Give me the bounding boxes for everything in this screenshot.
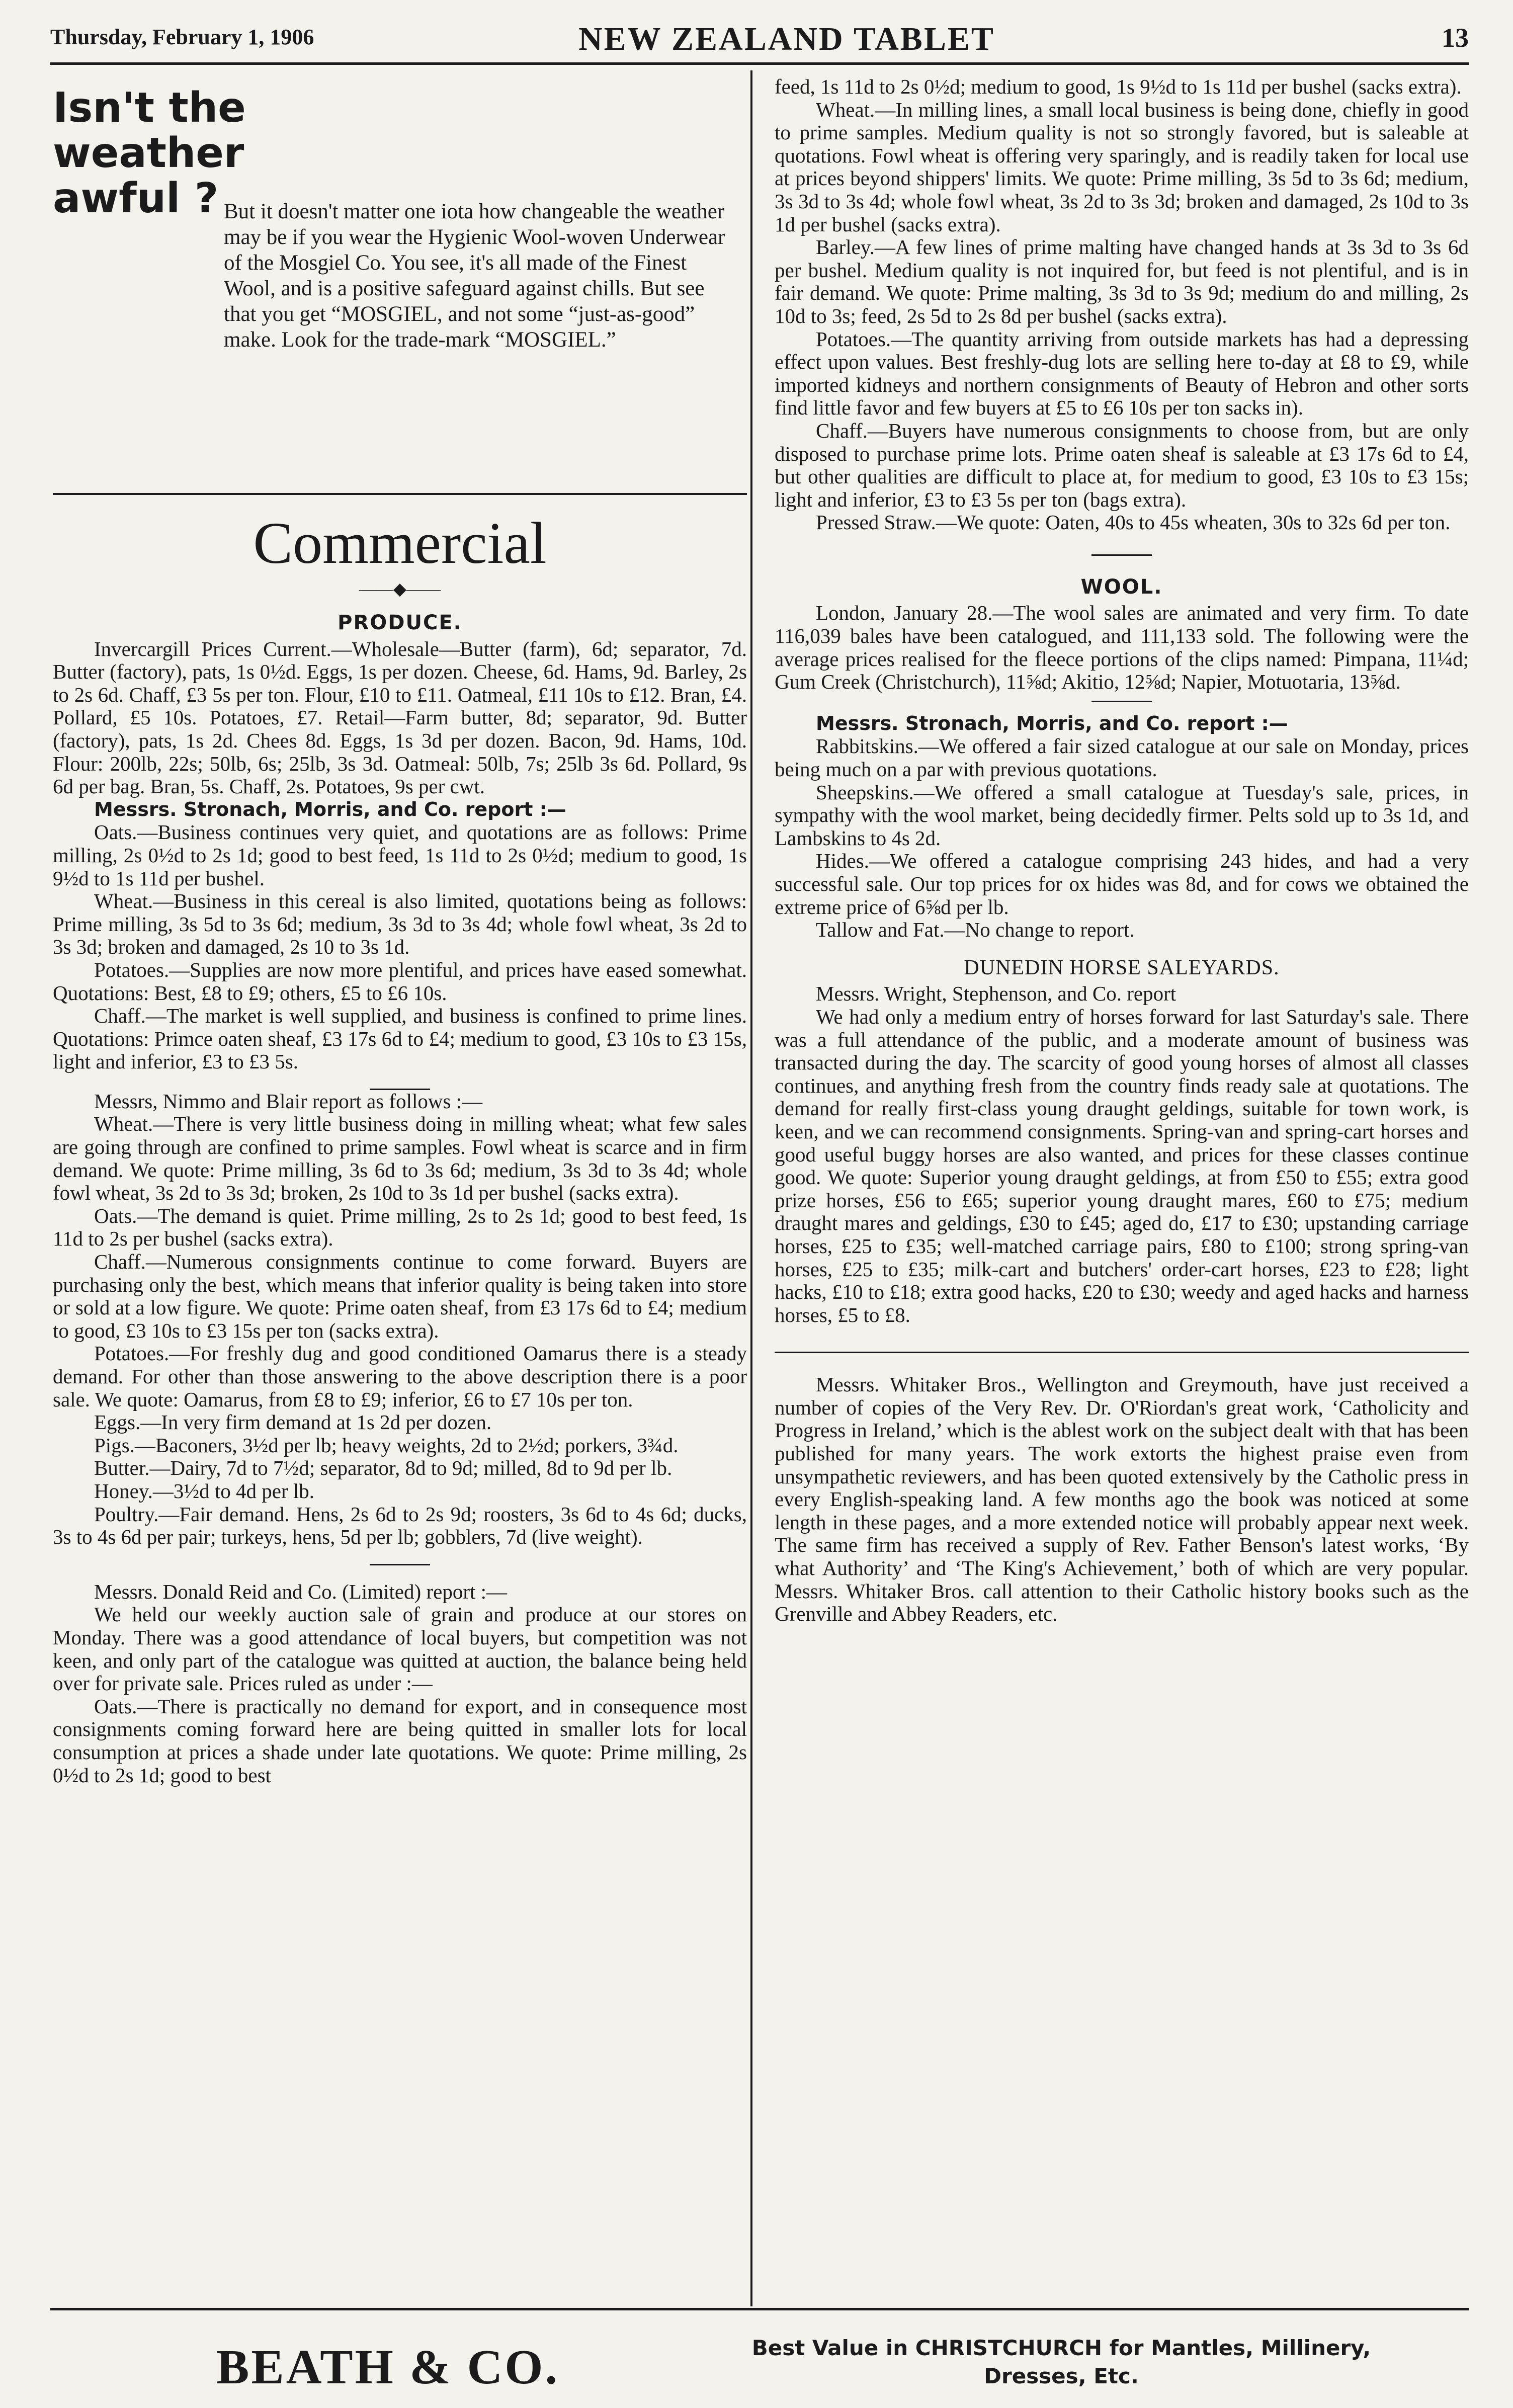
report-paragraph: Potatoes.—The quantity arriving from outside markets has had a depressing effect upon values. Best freshly-dug lots are selling here to-day at £8 to £9, while imported kidneys and northern consignments of Beauty of Hebron and other sorts find little favor and few buyers at £5 to £6 10s per ton sacks in). — [775, 327, 1469, 420]
short-divider — [370, 1564, 430, 1565]
report-paragraph: Wheat.—There is very little business doing in milling wheat; what few sales are going through are confined to prime samples. Fowl wheat is scarce and in firm demand. We quote: Prime milling, 3s 6d to 3s 6d; medium, 3s 3d to 3s 4d; whole fowl wheat, 3s 2d to 3s 3d; broken, 2s 10d to 3s 1d per bushel (sacks extra). — [53, 1112, 747, 1205]
report-paragraph: We had only a medium entry of horses forward for last Saturday's sale. There was a full attendance of the public, and a moderate amount of business was transacted during the day. The scarcity of good young horses of almost all classes continues, and anything fresh from the country finds ready sale at quotations. The demand for really first-class young draught geldings, suitable for town work, is keen, and we can recommend consignments. Spring-van and spring-cart horses and good useful buggy horses are also wanted, and prices for these classes continue good. We quote: Superior young draught geldings, at from £50 to £55; extra good prize horses, £56 to £65; superior young draught mares, £60 to £75; medium draught mares and geldings, £30 to £45; aged do, £17 to £30; upstanding carriage horses, £25 to £35; well-matched carriage pairs, £80 to £100; strong spring-van horses, £25 to £35; milk-cart and butchers' order-cart horses, £23 to £28; light hacks, £10 to £18; extra good hacks, £20 to £30; weedy and aged hacks and harness horses, £5 to £8. — [775, 1005, 1469, 1326]
invercargill-prices: Invercargill Prices Current.—Wholesale—Butter (farm), 6d; separator, 7d. Butter (factory), pats, 1s 0½d. Eggs, 1s per dozen. Cheese, 6d. Hams, 9d. Barley, 2s to 2s 6d. Chaff, £3 5s per ton. Flour, £10 to £11. Oatmeal, £11 10s to £12. Bran, £4. Pollard, £5 10s. Potatoes, £7. Retail—Farm butter, 8d; separator, 9d. Butter (factory), pats, 1s 2d. Chees 8d. Eggs, 1s 3d per dozen. Bacon, 9d. Hams, 10d. Flour: 200lb, 22s; 50lb, 6s; 25lb, 3s 3d. Oatmeal: 50lb, 7s; 25lb 3s 6d. Pollard, 9s 6d per bag. Bran, 5s. Chaff, 2s. Potatoes, 9s per cwt. — [53, 637, 747, 798]
footer-tagline: Best Value in CHRISTCHURCH for Mantles, Millinery, Dresses, Etc. — [751, 2336, 1371, 2388]
report-paragraph: We held our weekly auction sale of grain and produce at our stores on Monday. There was a good attendance of local buyers, but competition was not keen, and only part of the catalogue was quitted at auction, the balance being held over for private sale. Prices ruled as under :— — [53, 1603, 747, 1695]
footer-advertisement — [50, 2319, 1469, 2394]
report-paragraph: Chaff.—Buyers have numerous consignments to choose from, but are only disposed to purchase prime lots. Prime oaten sheaf is saleable at £3 17s 6d to £4, but other qualities are difficult to place at, for medium to good, £3 10s to £3 15s; light and inferior, £3 to £3 5s per ton (bags extra). — [775, 419, 1469, 511]
report-paragraph: Butter.—Dairy, 7d to 7½d; separator, 8d to 9d; milled, 8d to 9d per lb. — [94, 1456, 673, 1480]
report-paragraph: Oats.—There is practically no demand for export, and in consequence most consignments coming forward here are being quitted in smaller lots for local consumption at prices a shade under late quotations. We quote: Prime milling, 2s 0½d to 2s 1d; good to best — [53, 1694, 747, 1787]
report-paragraph: Oats.—Business continues very quiet, and quotations are as follows: Prime milling, 2s 0½d to 2s 1d; good to best feed, 1s 11d to 2s 0½d; medium to good, 1s 9½d to 1s 11d per bushel. — [53, 820, 747, 890]
report-paragraph: Barley.—A few lines of prime malting have changed hands at 3s 3d to 3s 6d per bushel. Medium quality is not inquired for, but feed is not plentiful, and is in fair demand. We quote: Prime malting, 3s 3d to 3s 9d; medium do and milling, 2s 10d to 3s; feed, 2s 5d to 2s 8d per bushel (sacks extra). — [775, 235, 1469, 327]
section-title: Commercial — [253, 510, 547, 576]
footer-brand: BEATH & CO. — [216, 2340, 559, 2394]
report-paragraph: Tallow and Fat.—No change to report. — [816, 918, 1135, 942]
short-divider — [1091, 701, 1152, 702]
masthead-title: NEW ZEALAND TABLET — [578, 21, 995, 57]
ad-divider — [53, 493, 747, 495]
page-header — [50, 20, 1469, 60]
wool-report: London, January 28.—The wool sales are animated and very firm. To date 116,039 bales have been catalogued, and 111,133 sold. The following were the average prices realised for the fleece portions of the clips named: Pimpana, 11¼d; Gum Creek (Christchurch), 11⅝d; Akitio, 12⅝d; Napier, Motuotaria, 13⅝d. — [775, 601, 1469, 694]
report-paragraph: Wheat.—Business in this cereal is also limited, quotations being as follows: Prime milling, 3s 5d to 3s 6d; medium, 3s 3d to 3s 4d; whole fowl wheat, 3s 2d to 3s 3d; broken and damaged, 2s 10 to 3s 1d. — [53, 889, 747, 959]
report-paragraph: Hides.—We offered a catalogue comprising 243 hides, and had a very successful sale. Our top prices for ox hides was 8d, and for cows we obtained the extreme price of 6⅝d per lb. — [775, 849, 1469, 919]
whitaker-notice: Messrs. Whitaker Bros., Wellington and Greymouth, have just received a number of copies of the Very Rev. Dr. O'Riordan's great work, ‘Catholicity and Progress in Ireland,’ which is the ablest work on the subject dealt with that has been published for many years. The work extorts the highest praise even from unsympathetic reviewers, and has been quoted extensively by the Catholic press in every English-speaking land. A few months ago the book was noticed at some length in these pages, and a more extended notice will probably appear next week. The same firm has received a supply of Rev. Father Benson's latest works, ‘By what Authority’ and ‘The King's Achievement,’ both of which are very popular. Messrs. Whitaker Bros. call attention to their Catholic history books such as the Grenville and Abbey Readers, etc. — [775, 1373, 1469, 1626]
report-paragraph: Pigs.—Baconers, 3½d per lb; heavy weights, 2d to 2½d; porkers, 3¾d. — [94, 1433, 679, 1457]
ad-body-text: But it doesn't matter one iota how changeable the weather may be if you wear the Hygienic Wool-woven Underwear of the Mosgiel Co. You see, it's all made of the Finest Wool, and is a positive safeguard against chills. But see that you get “MOSGIEL, and not some “just-as-good” make. Look for the trade-mark “MOSGIEL.” — [224, 200, 725, 352]
ornament-divider: ——◆—— — [359, 580, 441, 599]
report-paragraph: Rabbitskins.—We offered a fair sized catalogue at our sale on Monday, prices being much on a par with previous quotations. — [775, 734, 1469, 781]
ad-headline — [53, 86, 246, 221]
report-paragraph: Potatoes.—For freshly dug and good conditioned Oamarus there is a steady demand. For other than those answering to the above description there is a poor sale. We quote: Oamarus, from £8 to £9; inferior, £6 to £7 10s per ton. — [53, 1342, 747, 1411]
header-rule — [50, 62, 1469, 65]
short-divider — [1091, 554, 1152, 556]
report-paragraph: Wheat.—In milling lines, a small local business is being done, chiefly in good to prime samples. Medium quality is not so strongly favored, but is saleable at quotations. Fowl wheat is offering very sparingly, and is readily taken for local use at prices beyond shippers' limits. We quote: Prime milling, 3s 5d to 3s 6d; medium, 3s 3d to 3s 4d; whole fowl wheat, 3s 2d to 3s 3d; broken and damaged, 2s 10d to 3s 1d per bushel (sacks extra). — [775, 98, 1469, 236]
right-column — [775, 75, 1469, 1626]
ad-headline-line: Isn't the — [53, 84, 246, 132]
issue-date: Thursday, February 1, 1906 — [50, 25, 314, 49]
report-paragraph: Eggs.—In very firm demand at 1s 2d per dozen. — [94, 1410, 492, 1434]
stronach-report-heading: Messrs. Stronach, Morris, and Co. report :— — [94, 798, 566, 820]
report-paragraph: Potatoes.—Supplies are now more plentiful, and prices have eased somewhat. Quotations: Best, £8 to £9; others, £5 to £6 10s. — [53, 958, 747, 1005]
wide-divider — [775, 1352, 1469, 1353]
report-paragraph: Chaff.—The market is well supplied, and business is confined to prime lines. Quotations: Primce oaten sheaf, £3 17s 6d to £4; medium to good, £3 10s to £3 15s, light and inferior, £3 to £3 5s. — [53, 1004, 747, 1073]
report-paragraph: Chaff.—Numerous consignments continue to come forward. Buyers are purchasing only the best, which means that inferior quality is being taken into store or sold at a low figure. We quote: Prime oaten sheaf, from £3 17s 6d to £4; medium to good, £3 10s to £3 15s per ton (sacks extra). — [53, 1250, 747, 1342]
left-column — [53, 75, 747, 1787]
report-paragraph: Honey.—3½d to 4d per lb. — [94, 1479, 315, 1503]
reid-report-heading: Messrs. Donald Reid and Co. (Limited) report :— — [94, 1580, 508, 1603]
ad-headline-line: awful ? — [53, 175, 219, 222]
mosgiel-advertisement — [53, 75, 747, 493]
report-paragraph: Pressed Straw.—We quote: Oaten, 40s to 45s wheaten, 30s to 32s 6d per ton. — [816, 511, 1451, 534]
report-paragraph: feed, 1s 11d to 2s 0½d; medium to good, 1s 9½d to 1s 11d per bushel (sacks extra). — [775, 75, 1462, 98]
report-paragraph: Oats.—The demand is quiet. Prime milling, 2s to 2s 1d; good to best feed, 1s 11d to 2s per bushel (sacks extra). — [53, 1204, 747, 1251]
dunedin-saleyards-heading: DUNEDIN HORSE SALEYARDS. — [964, 956, 1280, 979]
nimmo-report-heading: Messrs, Nimmo and Blair report as follows :— — [94, 1089, 483, 1113]
ad-headline-line: weather — [53, 129, 244, 177]
page-number: 13 — [1442, 23, 1469, 53]
wool-heading: WOOL. — [1080, 575, 1163, 599]
report-paragraph: Poultry.—Fair demand. Hens, 2s 6d to 2s 9d; roosters, 3s 6d to 4s 6d; ducks, 3s to 4s 6d per pair; turkeys, hens, 5d per lb; gobblers, 7d (live weight). — [53, 1502, 747, 1549]
stronach-skins-heading: Messrs. Stronach, Morris, and Co. report :— — [816, 712, 1288, 734]
column-divider — [750, 70, 752, 2306]
report-paragraph: Sheepskins.—We offered a small catalogue at Tuesday's sale, prices, in sympathy with the wool market, being decidedly firmer. Pelts sold up to 3s 1d, and Lambskins to 4s 2d. — [775, 780, 1469, 850]
footer-rule — [50, 2308, 1469, 2310]
produce-heading: PRODUCE. — [338, 611, 462, 634]
wright-report-heading: Messrs. Wright, Stephenson, and Co. report — [816, 982, 1176, 1006]
